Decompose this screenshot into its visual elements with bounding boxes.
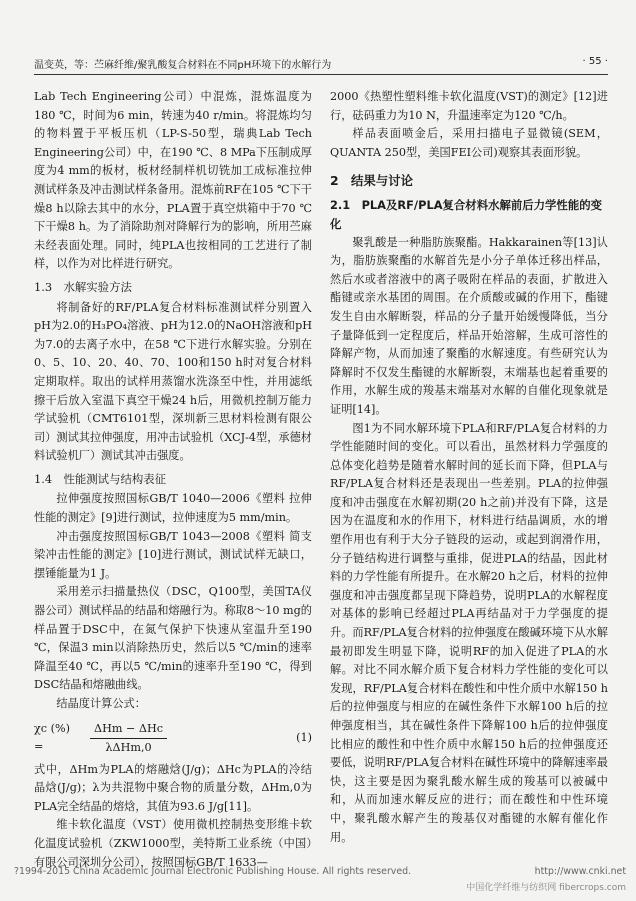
paragraph: 聚乳酸是一种脂肪族聚酯。Hakkarainen等[13]认为，脂肪族聚酯的水解首先是小分子单体迁移出样品，然后水或者溶液中的离子吸附在样品的表面，扩散进入酯键或亲水基团的周围。在介质酸或碱的作用下，酯键发生自由水解断裂，样品的分子量开始缓慢降低，当分子量降低到一定程度后，样品开始溶解，生成可溶性的降解产物，从而加速了聚酯的水解速度。有些研究认为降解时不仅发生酯键的水解断裂，末端基也起着重要的作用，水解生成的羧基末端基对水解的自催化现象就是证明[14]。 — [330, 235, 608, 416]
right-column — [330, 88, 608, 847]
paragraph: 拉伸强度按照国标GB/T 1040—2006《塑料 拉伸性能的测定》[9]进行测试，拉伸速度为5 mm/min。 — [34, 492, 312, 525]
running-header — [34, 56, 608, 71]
paragraph: 2000《热塑性塑料维卡软化温度(VST)的测定》[12]进行，砝码重力为10 N，升温速率定为120 ℃/h。 — [330, 90, 608, 122]
paragraph: 式中，ΔHm为PLA的熔融焓(J/g)；ΔHc为PLA的冷结晶焓(J/g)；λ为共混物中聚合物的质量分数，ΔHm,0为PLA完全结晶的熔焓，其值为93.6 J/g[11]。 — [34, 762, 312, 813]
footer-copyright: ?1994-2015 China Academic Journal Electronic Publishing House. All rights reserved. — [14, 866, 412, 877]
equation-fraction — [90, 720, 167, 757]
equation-denominator: λΔHm,0 — [105, 740, 152, 754]
copyright-footer — [14, 866, 626, 877]
paragraph: 维卡软化温度（VST）使用微机控制热变形维卡软化温度试验机（ZKW1000型，美特斯工业系统（中国）有限公司深圳分公司），按照国标GB/T 1633— — [34, 818, 312, 869]
left-column — [34, 88, 312, 872]
header-rule — [34, 74, 608, 75]
equation-number: (1) — [296, 731, 312, 745]
paragraph: Lab Tech Engineering公司）中混炼，混炼温度为180 ℃，时间为6 min，转速为40 r/min。将混炼均匀的物料置于平板压机（LP-S-50型，瑞典Lab Tech Engineering公司）中，在190 ℃、8 MPa下压制成厚度为4 mm的板材，板材经制样机切铣加工成标准拉伸测试样条及冲击测试样条备用。混炼前RF在105 ℃下干燥8 h以除去其中的水分，PLA置于真空烘箱中于70 ℃下干燥8 h。为了消除助剂对降解行为的影响，所用苎麻未经表面处理。同时，纯PLA也按相同的工艺进行了制样，以作为对比样进行研究。 — [34, 90, 312, 271]
paragraph: 采用差示扫描量热仪（DSC，Q100型，美国TA仪器公司）测试样品的结晶和熔融行为。称取8～10 mg的样品置于DSC中，在氮气保护下快速从室温升至190 ℃，保温3 min以消除热历史，然后以5 ℃/min的速率降温至40 ℃，再以5 ℃/min的速率升至190 ℃，得到DSC结晶和熔融曲线。 — [34, 585, 312, 692]
equation-lhs: χc (%) = — [34, 722, 70, 754]
footer-url: http://www.cnki.net — [534, 866, 626, 877]
watermark: 中国化学纤维与纺织网 fibercrops.com — [466, 883, 626, 893]
paragraph: 图1为不同水解环境下PLA和RF/PLA复合材料的力学性能随时间的变化。可以看出，虽然材料力学强度的总体变化趋势是随着水解时间的延长而下降，但PLA与RF/PLA复合材料还是表现出一些差别。PLA的拉伸强度和冲击强度在水解初期(20 h之前)并没有下降，这是因为在温度和水的作用下，材料进行结晶调质，水的增塑作用也有利于大分子链段的运动，或起到润滑作用，分子链结构进行调整与重排，促进PLA的结晶，因此材料的力学性能有所提升。在水解20 h之后，材料的拉伸强度和冲击强度都呈现下降趋势，说明PLA的水解程度对基体的影响已经超过PLA再结晶对于力学强度的提升。而RF/PLA复合材料的拉伸强度在酸碱环境下从水解最初即发生明显下降，说明RF的加入促进了PLA的水解。对比不同水解介质下复合材料力学性能的变化可以发现，RF/PLA复合材料在酸性和中性介质中水解150 h后的拉伸强度与相应的在碱性条件下水解100 h后的拉伸强度相当，其在碱性条件下降解100 h后的拉伸强度比相应的酸性和中性介质中水解150 h后的拉伸强度还要低，说明RF/PLA复合材料在碱性环境中的降解速率最快，这主要是因为聚乳酸水解生成的羧基可以被碱中和，从而加速水解反应的进行；而在酸性和中性环境中，聚乳酸水解产生的羧基仅对酯键的水解有催化作用。 — [330, 421, 608, 844]
paragraph: 样品表面喷金后，采用扫描电子显微镜(SEM，QUANTA 250型，美国FEI公司)观察其表面形貌。 — [330, 127, 608, 159]
section-heading-2: 2 结果与讨论 — [330, 173, 413, 189]
paragraph: 冲击强度按照国标GB/T 1043—2008《塑料 简支梁冲击性能的测定》[10]进行测试，测试试样无缺口，摆锤能量为1 J。 — [34, 529, 312, 580]
paragraph: 将制备好的RF/PLA复合材料标准测试样分别置入pH为2.0的H₃PO₄溶液、pH为12.0的NaOH溶液和pH为7.0的去离子水中，在58 ℃下进行水解实验。分别在0、5、10、20、40、70、100和150 h时对复合材料定期取样。取出的试样用蒸馏水洗涤至中性，并用滤纸擦干后放入室温下真空干燥24 h后，用微机控制万能力学试验机（CMT6101型，深圳新三思材料检测有限公司）测试其拉伸强度，用冲击试验机（XCJ-4型，承德材料试验机厂）测试其冲击强度。 — [34, 300, 312, 463]
header-title: 温变英，等：苎麻纤维/聚乳酸复合材料在不同pH环境下的水解行为 — [34, 60, 332, 71]
equation-numerator: ΔHm − ΔHc — [90, 720, 167, 739]
paragraph: 结晶度计算公式： — [56, 697, 146, 710]
equation-crystallinity — [34, 720, 312, 757]
section-heading-1-4: 1.4 性能测试与结构表征 — [34, 471, 167, 486]
page-number: · 55 · — [582, 56, 608, 67]
section-heading-2-1: 2.1 PLA及RF/PLA复合材料水解前后力学性能的变化 — [330, 198, 602, 231]
section-heading-1-3: 1.3 水解实验方法 — [34, 279, 132, 294]
